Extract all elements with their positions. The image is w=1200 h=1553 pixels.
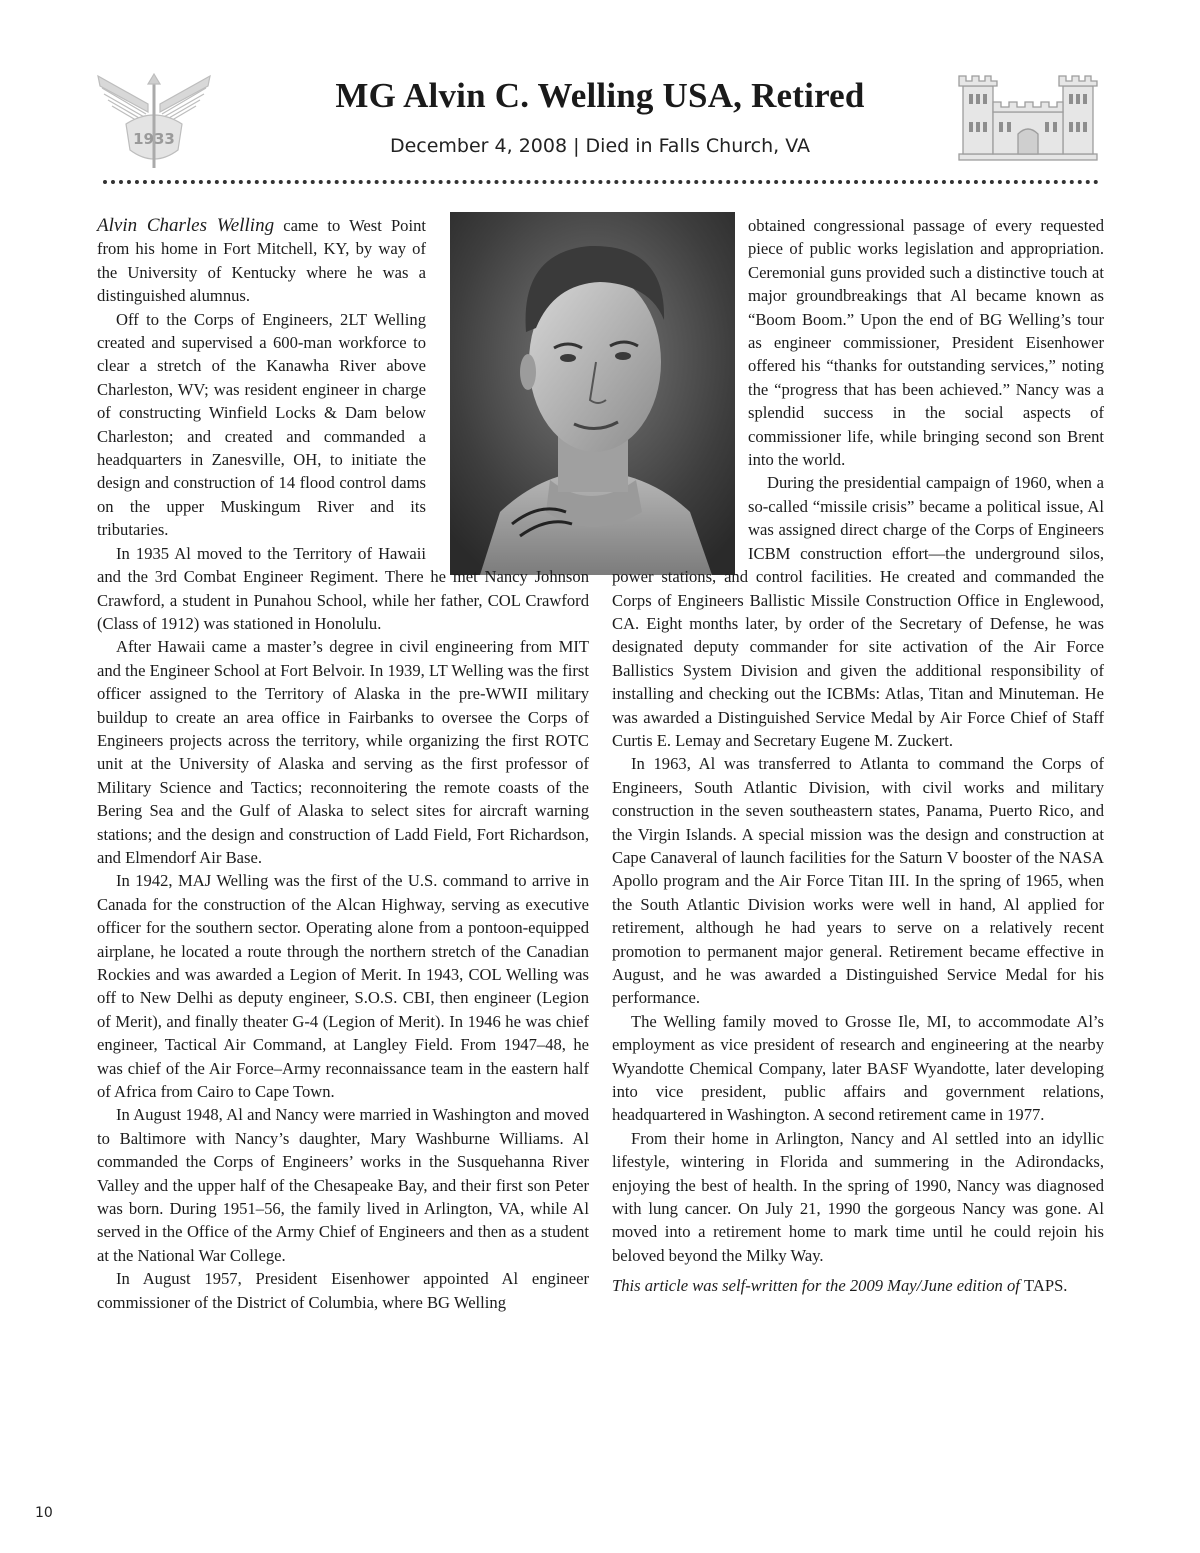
article-column-left (97, 214, 589, 1314)
paragraph: During the presidential campaign of 1960, when a so-called “missile crisis” became a political issue, Al was assigned direct charge of the Corps of Engineers ICBM construction effort—the underground silos, power stations, and control facilities. He created and commanded the Corps of Engineers Ballistic Missile Construction Office in Englewood, CA. Eight months later, by order of the Secretary of Defense, he was designated deputy commander for site activation of the Air Force Ballistics System Division and given the additional responsibility of installing and checking out the ICBMs: Atlas, Titan and Minuteman. He was awarded a Distinguished Service Medal by Air Force Chief of Staff Curtis E. Lemay and Secretary Eugene M. Zuckert. (612, 473, 1104, 750)
paragraph: Off to the Corps of Engineers, 2LT Welling created and supervised a 600-man workforce to clear a stretch of the Kanawha River above Charleston, WV; was resident engineer in charge of constructing Winfield Locks & Dam below Charleston; and created and commanded a headquarters in Zanesville, OH, to initiate the design and construction of 14 flood control dams on the upper Muskingum River and its tributaries. (97, 309, 426, 540)
page-number: 10 (35, 1505, 53, 1521)
paragraph: In 1935 Al moved to the Territory of Hawaii and the 3rd Combat Engineer Regiment. There he met Nancy Johnson Crawford, a student in Punahou School, while her father, COL Crawford (Class of 1912) was stationed in Honolulu. (97, 543, 589, 633)
article-column-right (612, 214, 1104, 1298)
paragraph: In 1963, Al was transferred to Atlanta to command the Corps of Engineers, South Atlantic Division, with civil works and military construction in the seven southeastern states, Panama, Puerto Rico, and the Virgin Islands. A special mission was the design and construction at Cape Canaveral of launch facilities for the Saturn V booster of the NASA Apollo program and the Air Force Titan III. In the spring of 1965, when the South Atlantic Division works were well in hand, Al applied for retirement, although he had years to serve on a relatively recent promotion to permanent major general. Retirement became effective in August, and he was awarded a Distinguished Service Medal for his performance. (612, 754, 1104, 1008)
lead-name: Alvin Charles Welling (97, 215, 275, 236)
crest-year: 1933 (133, 130, 175, 148)
engineer-castle-logo (955, 72, 1101, 162)
class-crest-logo (96, 72, 212, 172)
paragraph: From their home in Arlington, Nancy and Al settled into an idyllic lifestyle, wintering in Florida and summering in the Adirondacks, enjoying the best of health. In the spring of 1990, Nancy was diagnosed with lung cancer. On July 21, 1990 the gorgeous Nancy was gone. Al moved into a retirement home to mark time until he could rejoin his beloved beyond the Milky Way. (612, 1128, 1104, 1265)
page-subtitle: December 4, 2008 | Died in Falls Church, VA (389, 135, 811, 157)
page-title: MG Alvin C. Welling USA, Retired (335, 76, 865, 115)
article-credit: This article was self-written for the 2009 May/June edition of TAPS. (612, 1276, 1068, 1296)
paragraph: In August 1957, President Eisenhower appointed Al engineer commissioner of the District of Columbia, where BG Welling (97, 1269, 589, 1312)
paragraph: Alvin Charles Welling came to West Point from his home in Fort Mitchell, KY, by way of the University of Kentucky where he was a distinguished alumnus. (97, 215, 426, 306)
paragraph: After Hawaii came a master’s degree in civil engineering from MIT and the Engineer School at Fort Belvoir. In 1939, LT Welling was the first officer assigned to the Territory of Alaska in the pre-WWII military buildup to create an area office in Fairbanks to oversee the Corps of Engineers projects across the territory, while organizing the first ROTC unit at the University of Alaska and serving as the first professor of Military Science and Tactics; reconnoitering the remote coasts of the Bering Sea and the Gulf of Alaska to select sites for aircraft warning stations; and the design and construction of Ladd Field, Fort Richardson, and Elmendorf Air Base. (97, 637, 589, 867)
header-divider (103, 180, 1099, 184)
paragraph: In 1942, MAJ Welling was the first of the U.S. command to arrive in Canada for the construction of the Alcan Highway, serving as executive officer for the southern sector. Operating alone from a pontoon-equipped airplane, he located a route through the northern stretch of the Canadian Rockies and was awarded a Legion of Merit. In 1943, COL Welling was off to New Delhi as deputy engineer, S.O.S. CBI, then engineer (Legion of Merit), and finally theater G-4 (Legion of Merit). In 1946 he was chief engineer, Tactical Air Command, at Langley Field. From 1947–48, he was chief of the Air Force–Army reconnaissance team in the eastern half of Africa from Cairo to Cape Town. (97, 871, 589, 1102)
paragraph: In August 1948, Al and Nancy were married in Washington and moved to Baltimore with Nancy’s daughter, Mary Washburne Williams. Al commanded the Corps of Engineers’ works in the Susquehanna River Valley and the upper half of the Chesapeake Bay, and their first son Peter was born. During 1951–56, the family lived in Arlington, VA, while Al served in the Office of the Army Chief of Engineers and then as a student at the National War College. (97, 1105, 589, 1265)
paragraph: The Welling family moved to Grosse Ile, MI, to accommodate Al’s employment as vice president of research and engineering at the nearby Wyandotte Chemical Company, later BASF Wyandotte, later developing into vice president, public affairs and government relations, headquartered in Washington. A second retirement came in 1977. (612, 1011, 1104, 1125)
paragraph: obtained congressional passage of every requested piece of public works legislation and appropriation. Ceremonial guns provided such a distinctive touch at major groundbreakings that Al became known as “Boom Boom.” Upon the end of BG Welling’s tour as engineer commissioner, President Eisenhower offered his “thanks for outstanding services,” noting the “progress that has been achieved.” Nancy was a splendid success in the social aspects of commissioner life, while bringing second son Brent into the world. (748, 216, 1104, 470)
